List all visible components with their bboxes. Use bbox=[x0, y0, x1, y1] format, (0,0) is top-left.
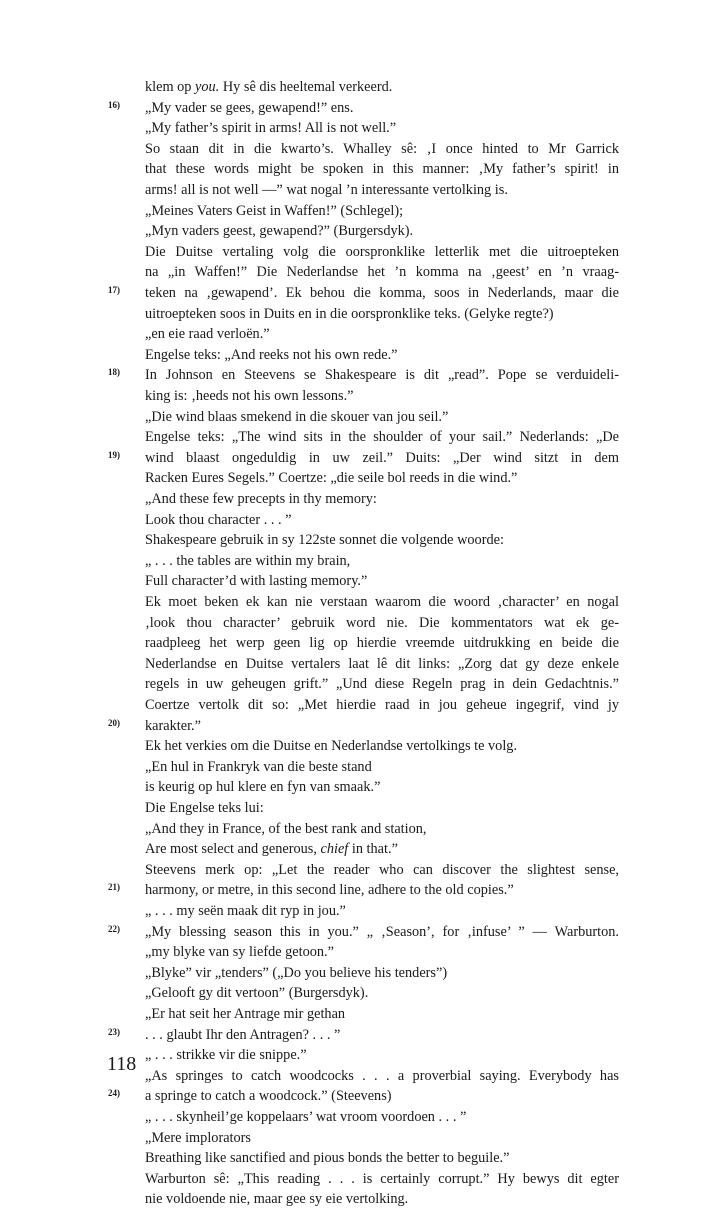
text-line: „my blyke van sy liefde getoon.” bbox=[145, 944, 334, 961]
text-line: Shakespeare gebruik in sy 122ste sonnet die volgende woorde: bbox=[145, 532, 504, 549]
text-line: that these words might be spoken in this manner: ‚My father’s spirit! in bbox=[145, 161, 619, 178]
footnote-marker: 19) bbox=[108, 449, 120, 460]
text-line: Ek moet beken ek kan nie verstaan waarom die woord ‚character’ en nogal bbox=[145, 594, 619, 610]
footnote-marker: 18) bbox=[108, 367, 120, 378]
text-line: Nederlandse en Duitse vertalers laat lê dit links: „Zorg dat gy deze enkele bbox=[145, 655, 619, 672]
footnote-marker: 16) bbox=[108, 99, 120, 110]
text-line: a springe to catch a woodcock.” (Steevens) bbox=[145, 1088, 392, 1105]
text-line: Warburton sê: „This reading . . . is certainly corrupt.” Hy bewys dit egter bbox=[145, 1170, 619, 1187]
text-span: klem op bbox=[145, 79, 196, 95]
text-line: regels in uw geheugen grift.” „Und diese Regeln prag in dein Gedachtnis.” bbox=[145, 676, 619, 693]
text-line: „ . . . my seën maak dit ryp in jou.” bbox=[145, 903, 346, 919]
text-line: uitroepteken soos in Duits en in die oorspronklike teks. (Gelyke regte?) bbox=[145, 305, 554, 322]
text-line: Breathing like sanctified and pious bonds the better to beguile.” bbox=[145, 1150, 510, 1167]
text-line: Engelse teks: „And reeks not his own rede.” bbox=[145, 346, 398, 363]
text-line bbox=[145, 839, 619, 859]
text-line: Die Engelse teks lui: bbox=[145, 800, 264, 816]
text-line: „Mere implorators bbox=[145, 1129, 251, 1146]
text-line: ‚look thou character’ gebruik word nie. Die kommentators wat ek ge- bbox=[145, 614, 619, 631]
text-line: raadpleeg het werp geen lig op hierdie vreemde uitdrukking en beide die bbox=[145, 635, 619, 652]
text-line: „Gelooft gy dit vertoon” (Burgersdyk). bbox=[145, 985, 369, 1002]
text-span: in that.” bbox=[348, 841, 398, 858]
text-line: „My vader se gees, gewapend!” ens. bbox=[145, 99, 354, 116]
page-number: 118 bbox=[107, 1053, 137, 1075]
text-line: „Myn vaders geest, gewapend?” (Burgersdyk). bbox=[145, 223, 414, 240]
text-line: Racken Eures Segels.” Coertze: „die seile bol reeds in die wind.” bbox=[145, 470, 518, 487]
text-line: king is: ‚heeds not his own lessons.” bbox=[145, 388, 354, 404]
text-line: . . . glaubt Ihr den Antragen? . . . ” bbox=[145, 1026, 341, 1043]
text-line: nie voldoende nie, maar gee sy eie vertolking. bbox=[145, 1191, 409, 1208]
text-line: „ . . . the tables are within my brain, bbox=[145, 552, 351, 569]
text-line: „Meines Vaters Geist in Waffen!” (Schlegel); bbox=[145, 202, 404, 219]
text-line: „And they in France, of the best rank and station, bbox=[145, 820, 427, 837]
text-line: Coertze vertolk dit so: „Met hierdie raad in jou geheue ingegrif, vind jy bbox=[145, 697, 619, 713]
footnote-marker: 22) bbox=[108, 923, 120, 934]
text-line: „ . . . strikke vir die snippe.” bbox=[145, 1047, 307, 1064]
text-line: „My father’s spirit in arms! All is not well.” bbox=[145, 120, 397, 137]
text-line: Look thou character . . . ” bbox=[145, 511, 292, 528]
italic-word: chief bbox=[320, 841, 349, 858]
text-line: „ . . . skynheil’ge koppelaars’ wat vroom voordoen . . . ” bbox=[145, 1109, 467, 1125]
text-line: Die Duitse vertaling volg die oorspronklike letterlik met die uitroepteken bbox=[145, 243, 619, 260]
text-line: So staan dit in die kwarto’s. Whalley sê: ‚I once hinted to Mr Garrick bbox=[145, 140, 619, 157]
text-line: Full character’d with lasting memory.” bbox=[145, 573, 368, 590]
text-span: Hy sê dis heeltemal verkeerd. bbox=[219, 79, 393, 95]
text-line: „Er hat seit her Antrage mir gethan bbox=[145, 1006, 346, 1022]
text-line: wind blaast ongeduldig in uw zeil.” Duits: „Der wind sitzt in dem bbox=[145, 449, 619, 466]
footnote-marker: 17) bbox=[108, 285, 120, 295]
text-line: teken na ‚gewapend’. Ek behou die komma, soos in Nederlands, maar die bbox=[145, 285, 619, 301]
text-line: „And these few precepts in thy memory: bbox=[145, 491, 377, 507]
text-line: Steevens merk op: „Let the reader who can discover the slightest sense, bbox=[145, 861, 619, 878]
footnote-marker: 20) bbox=[108, 717, 120, 728]
italic-word: you. bbox=[195, 79, 220, 95]
text-line: „Die wind blaas smekend in die skouer van jou seil.” bbox=[145, 408, 449, 425]
text-line: karakter.” bbox=[145, 717, 201, 734]
text-line: is keurig op hul klere en fyn van smaak.” bbox=[145, 779, 381, 796]
text-line: Ek het verkies om die Duitse en Nederlandse vertolkings te volg. bbox=[145, 738, 518, 755]
text-line: na „in Waffen!” Die Nederlandse het ’n komma na ‚geest’ en ’n vraag- bbox=[145, 264, 619, 281]
text-line: „en eie raad verloën.” bbox=[145, 326, 270, 343]
text-line: harmony, or metre, in this second line, adhere to the old copies.” bbox=[145, 882, 514, 899]
text-line: „As springes to catch woodcocks . . . a proverbial saying. Everybody has bbox=[145, 1067, 619, 1084]
text-line: arms! all is not well —” wat nogal ’n interessante vertolking is. bbox=[145, 182, 508, 198]
text-line: In Johnson en Steevens se Shakespeare is dit „read”. Pope se verduideli- bbox=[145, 367, 619, 384]
footnote-marker: 21) bbox=[108, 882, 120, 893]
footnote-marker: 23) bbox=[108, 1026, 120, 1037]
text-line: „Blyke” vir „tenders” („Do you believe his tenders”) bbox=[145, 964, 448, 981]
text-span: Are most select and generous, bbox=[145, 841, 321, 858]
footnote-marker: 24) bbox=[108, 1088, 120, 1099]
text-line: Engelse teks: „The wind sits in the shoulder of your sail.” Nederlands: „De bbox=[145, 429, 619, 446]
text-line: „En hul in Frankryk van die beste stand bbox=[145, 758, 372, 775]
text-line: „My blessing season this in you.” „ ‚Season’, for ‚infuse’ ” — Warburton. bbox=[145, 923, 619, 940]
text-line bbox=[145, 77, 619, 97]
